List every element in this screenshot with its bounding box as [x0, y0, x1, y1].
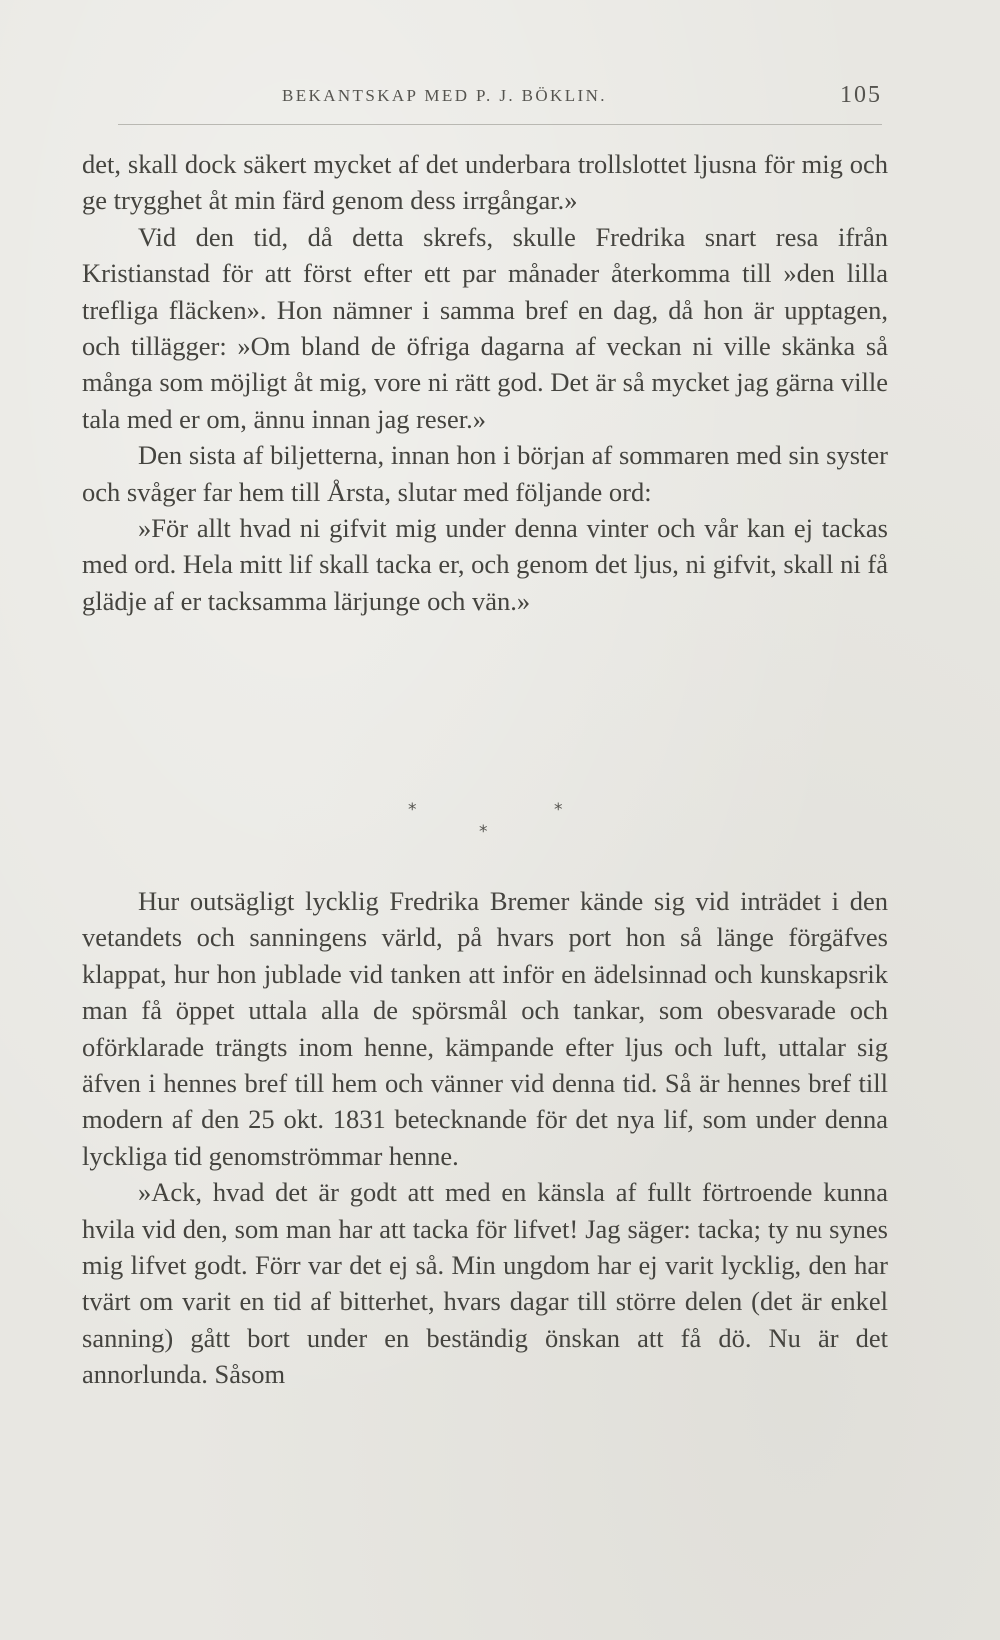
paragraph: Hur outsägligt lycklig Fredrika Bremer kände sig vid inträdet i den vetandets och sanningens värld, på hvars port hon så länge förgäfves klappat, hur hon jublade vid tanken att inför en ädelsinnad och kunskapsrik man få öppet uttala alla de spörsmål och tankar, som obesvarade och oförklarade trängts inom henne, kämpande efter ljus och luft, uttalar sig äfven i hennes bref till hem och vänner vid denna tid. Så är hennes bref till modern af den 25 okt. 1831 betecknande för det nya lif, som under denna lyckliga tid genomströmmar henne.: [82, 886, 888, 1171]
paragraph: Den sista af biljetterna, innan hon i början af sommaren med sin syster och svåger far hem till Årsta, slutar med följande ord:: [82, 440, 888, 507]
asterisk-ornament: *: [408, 800, 417, 820]
running-head: BEKANTSKAP MED P. J. BÖKLIN.: [282, 86, 607, 105]
header-rule: [118, 124, 882, 125]
text-section-1: [82, 146, 888, 619]
text-section-2: [82, 883, 888, 1393]
paragraph: »För allt hvad ni gifvit mig under denna vinter och vår kan ej tackas med ord. Hela mitt lif skall tacka er, och genom det ljus, ni gifvit, skall ni få glädje af er tacksamma lärjunge och vän.»: [82, 513, 888, 616]
page-header: [82, 82, 882, 112]
asterisk-ornament: *: [554, 800, 563, 820]
paragraph: Vid den tid, då detta skrefs, skulle Fredrika snart resa ifrån Kristianstad för att först efter ett par månader återkomma till »den lilla trefliga fläcken». Hon nämner i samma bref en dag, då hon är upptagen, och tillägger: »Om bland de öfriga dagarna af veckan ni ville skänka så många som möjligt åt mig, vore ni rätt god. Det är så mycket jag gärna ville tala med er om, ännu innan jag reser.»: [82, 221, 888, 434]
page-number: 105: [840, 82, 882, 108]
paragraph: det, skall dock säkert mycket af det underbara trollslottet ljusna för mig och ge trygghet åt min färd genom dess irrgångar.»: [82, 149, 888, 216]
paragraph: »Ack, hvad det är godt att med en känsla af fullt förtroende kunna hvila vid den, som man har att tacka för lifvet! Jag säger: tacka; ty nu synes mig lifvet godt. Förr var det ej så. Min ungdom har ej varit lycklig, den har tvärt om varit en tid af bitterhet, hvars dagar till större delen (det är enkel sanning) gått bort under en beständig önskan att få dö. Nu är det annorlunda. Såsom: [82, 1177, 888, 1390]
asterisk-ornament: *: [479, 822, 488, 842]
section-separator: [0, 800, 1000, 860]
